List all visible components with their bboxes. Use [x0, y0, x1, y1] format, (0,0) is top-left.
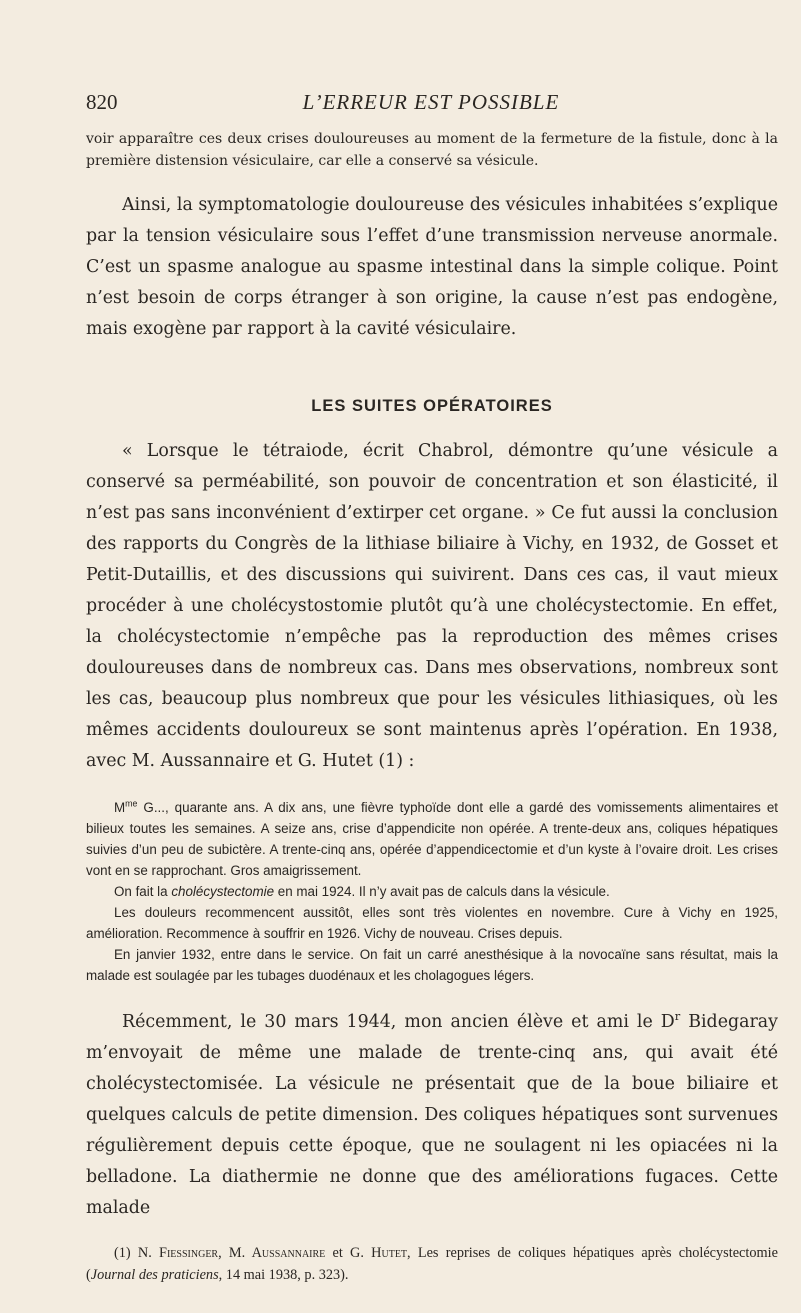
observation-title-superscript: me — [125, 798, 138, 809]
footnote-author: N. Fiessinger — [137, 1245, 219, 1261]
footnote-author: G. Hutet — [350, 1245, 408, 1261]
footnote-separator: et — [325, 1245, 351, 1261]
running-title: L’ERREUR EST POSSIBLE — [302, 90, 560, 114]
observation-text: G..., quarante ans. A dix ans, une fièvre typhoïde dont elle a gardé des vomissements alimentaires et bilieux toutes les semaines. A seize ans, crise d’appendicite non opérée. A trente-deux ans, coliques hépatiques suivies d’un peu de subictère. A trente-cinq ans, opérée d’appendicectomie et d’un kyste à l’ovaire droit. Les crises vont en se rapprochant. Gros amaigrissement. — [86, 800, 778, 878]
paragraph-postoperative: « Lorsque le tétraiode, écrit Chabrol, démontre qu’une vésicule a conservé sa perméabilité, son pouvoir de concentration et son élasticité, il n’est pas sans inconvénient d’extirper cet organe. » Ce fut aussi la conclusion des rapports du Congrès de la lithiase biliaire à Vichy, en 1932, de Gosset et Petit-Dutaillis, et des discussions qui suivirent. Dans ces cas, il vaut mieux procéder à une cholécystostomie plutôt qu’à une cholécystectomie. En effet, la cholécystectomie n’empêche pas la reproduction des mêmes crises douloureuses dans de nombreux cas. Dans mes observations, nombreux sont les cas, beaucoup plus nombreux que pour les vésicules lithiasiques, où les mêmes accidents douloureux se sont maintenus après l’opération. En 1938, avec M. Aussannaire et G. Hutet (1) : — [86, 441, 778, 771]
observation-paragraph — [86, 797, 778, 881]
recent-case-text-b: Bidegaray m’envoyait de même une malade de trente-cinq ans, qui avait été cholécystectomisée. La vésicule ne présentait que de la boue biliaire et quelques calculs de petite dimension. Des coliques hépatiques sont survenues régulièrement depuis cette époque, que ne soulagent ni les opiacées ni la belladone. La diathermie ne donne que des améliorations fugaces. Cette malade — [86, 1012, 778, 1218]
footnote-author: M. Aussannaire — [228, 1245, 326, 1261]
page-header — [86, 88, 776, 116]
observation-paragraph — [86, 881, 778, 902]
footnote-text: , Les reprises de coliques hépatiques après cholécystectomie ( — [86, 1245, 778, 1283]
paragraph-symptomatology: Ainsi, la symptomatologie douloureuse des vésicules inhabitées s’explique par la tension vésiculaire sous l’effet d’une transmission nerveuse anormale. C’est un spasme analogue au spasme intestinal dans la simple colique. Point n’est besoin de corps étranger à son origine, la cause n’est pas endogène, mais exogène par rapport à la cavité vésiculaire. — [86, 195, 778, 339]
observation-title-prefix: M — [114, 800, 126, 815]
doctor-superscript: r — [674, 1009, 681, 1024]
footnote-separator: , — [218, 1245, 229, 1261]
recent-case-text-a: Récemment, le 30 mars 1944, mon ancien élève et ami le D — [122, 1012, 675, 1032]
footnote-end: , 14 mai 1938, p. 323). — [218, 1267, 349, 1283]
footnote-journal: Journal des praticiens — [90, 1267, 219, 1283]
page-number: 820 — [86, 90, 118, 114]
observation-text-suffix: en mai 1924. Il n’y avait pas de calculs dans la vésicule. — [274, 884, 610, 899]
paragraph-recent-case — [86, 1007, 778, 1224]
footnote — [86, 1242, 778, 1286]
observation-text-prefix: On fait la — [114, 884, 172, 899]
observation-paragraph: Les douleurs recommencent aussitôt, elles sont très violentes en novembre. Cure à Vichy en 1925, amélioration. Recommence à souffrir en 1926. Vichy de nouveau. Crises depuis. — [86, 905, 778, 941]
section-heading: LES SUITES OPÉRATOIRES — [311, 397, 553, 415]
paragraph-continuation: voir apparaître ces deux crises douloureuses au moment de la fermeture de la fistule, donc à la première distension vésiculaire, car elle a conservé sa vésicule. — [86, 131, 778, 169]
footnote-marker: (1) — [114, 1245, 138, 1261]
observation-paragraph: En janvier 1932, entre dans le service. On fait un carré anesthésique à la novocaïne sans résultat, mais la malade est soulagée par les tubages duodénaux et les cholagogues légers. — [86, 947, 778, 983]
observation-italic-term: cholécystectomie — [171, 884, 275, 899]
page-body — [86, 128, 778, 1286]
